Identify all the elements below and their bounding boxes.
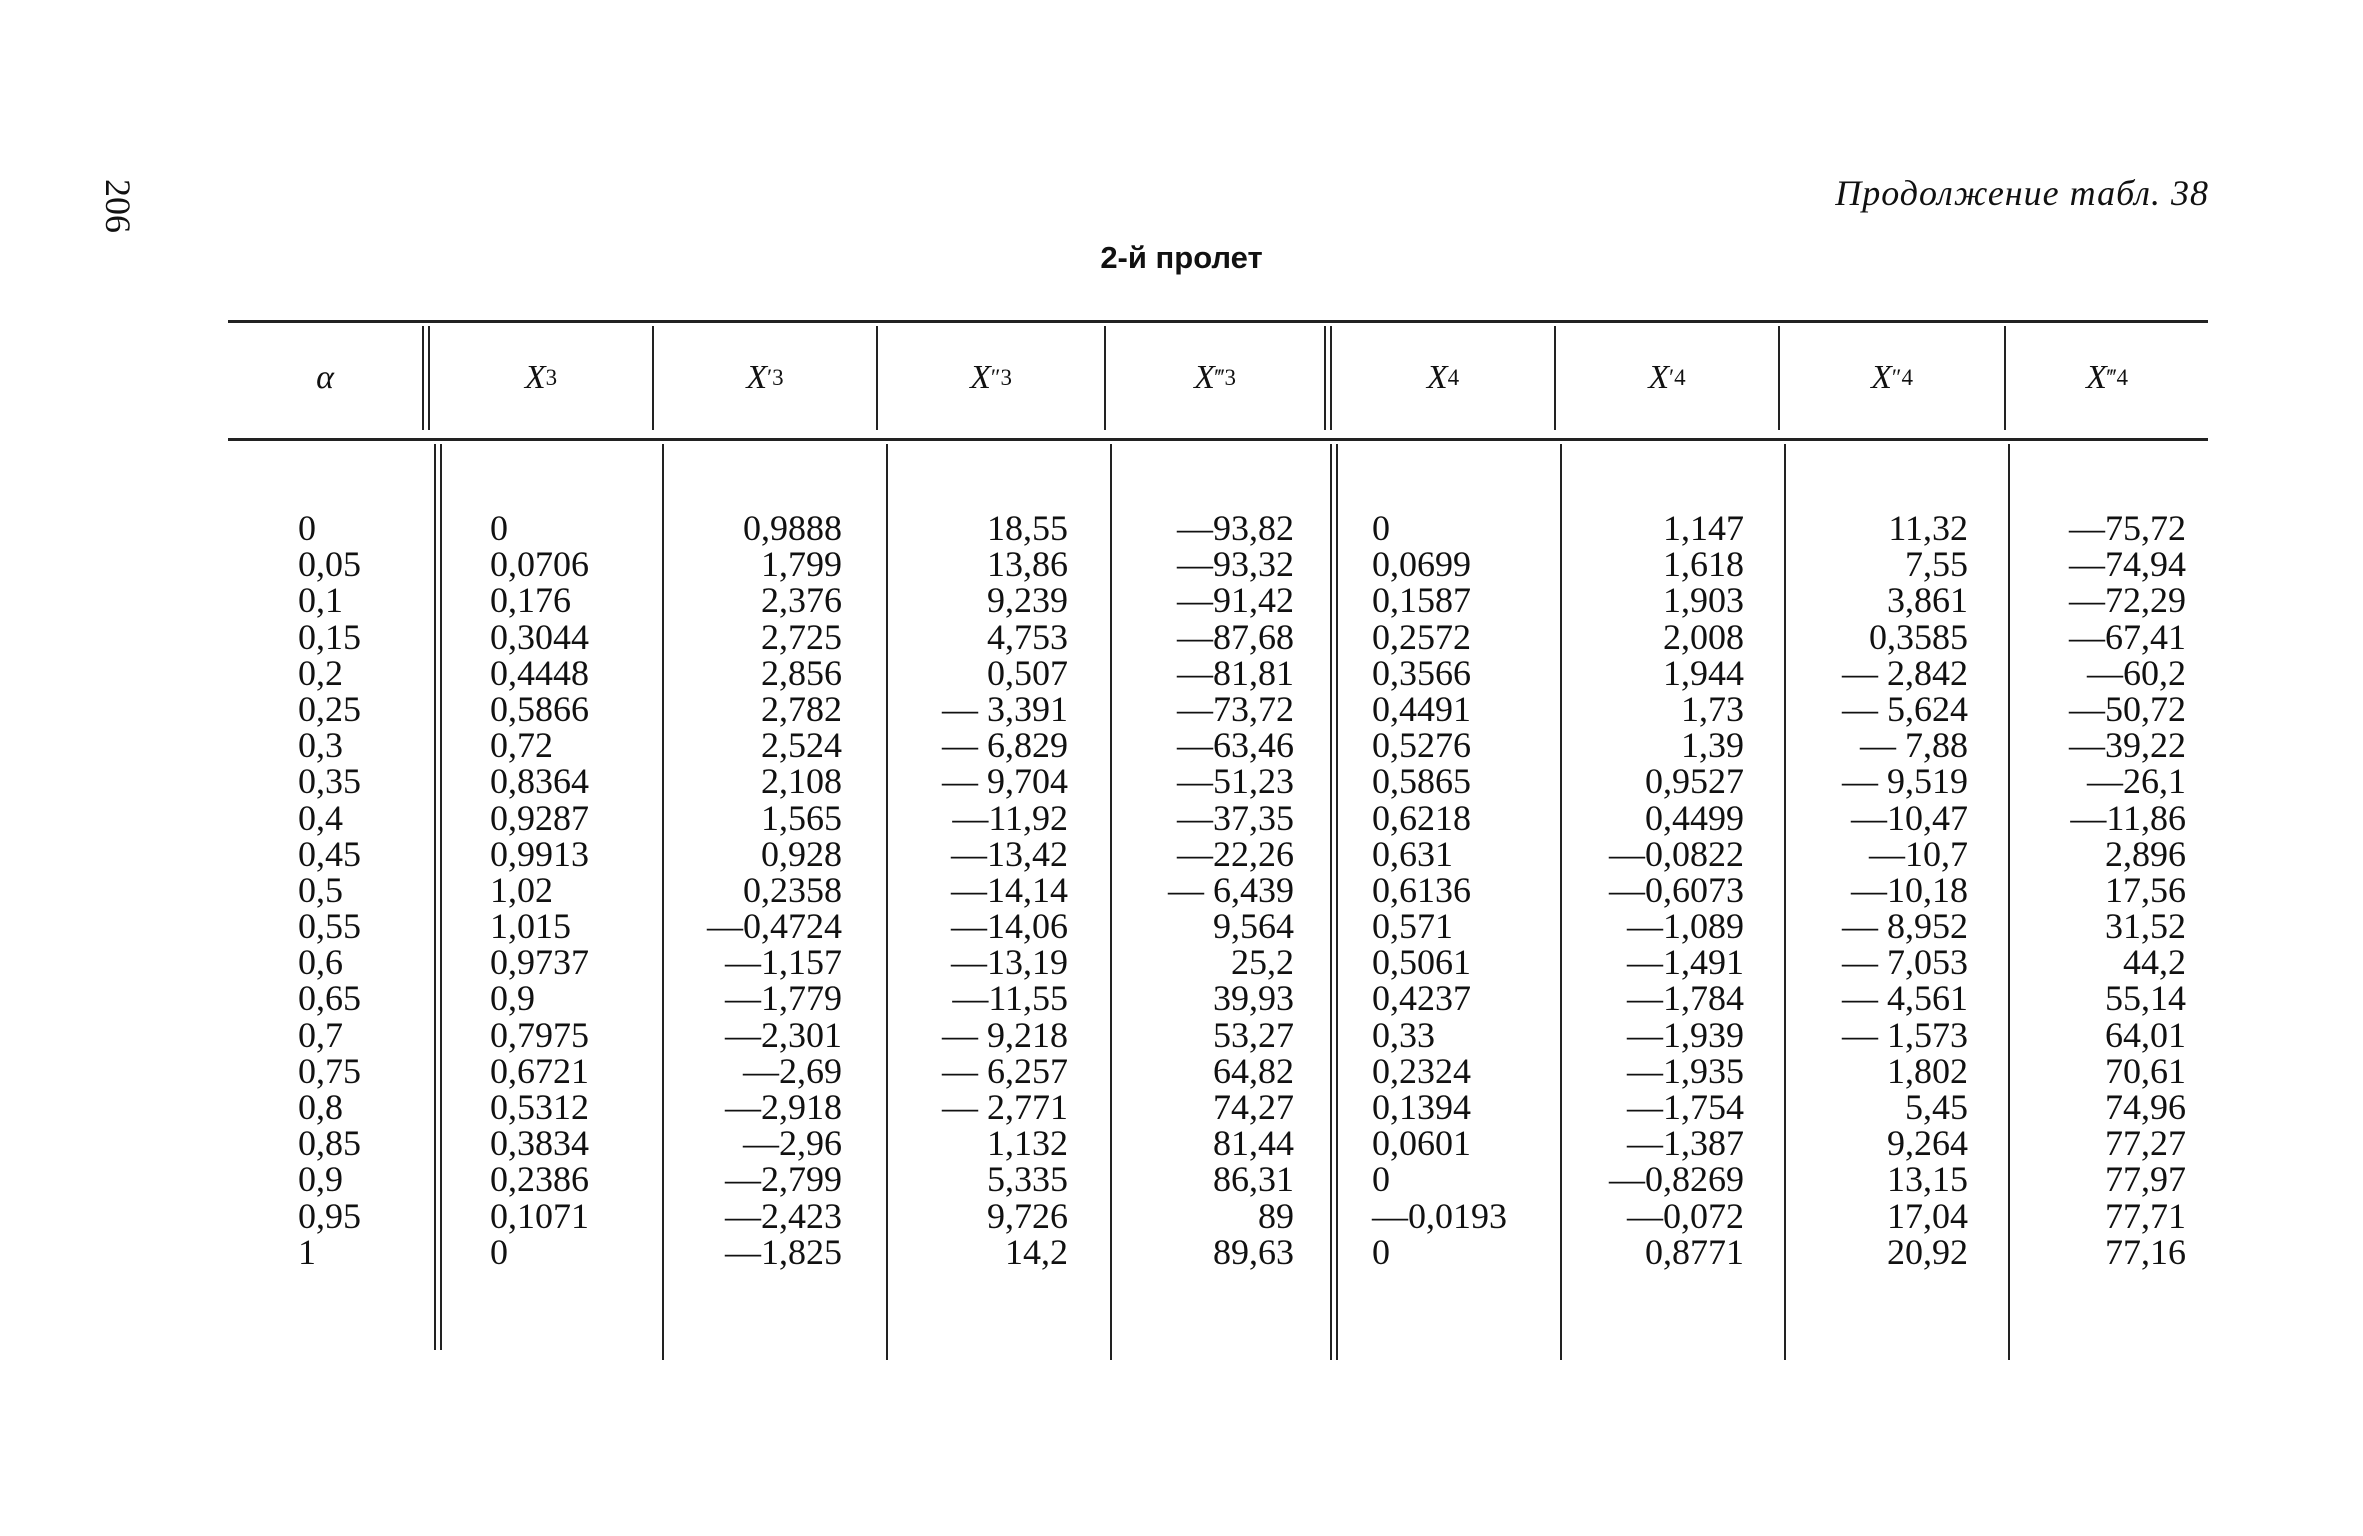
table-cell: 44,2 — [2123, 942, 2186, 983]
table-subtitle: 2-й пролет — [1100, 240, 1263, 275]
table-cell: 77,27 — [2105, 1123, 2186, 1164]
table-cell: 0,5866 — [490, 688, 589, 729]
table-cell: 2,896 — [2105, 833, 2186, 874]
table-cell: 0,3566 — [1372, 652, 1471, 693]
table-cell: —63,46 — [1177, 725, 1294, 766]
table-cell: —11,55 — [952, 978, 1068, 1019]
table-cell: 74,27 — [1213, 1087, 1294, 1127]
header-x3-prime — [654, 326, 876, 430]
table-cell: 0,9913 — [490, 833, 589, 874]
header-x3-triple-prime — [1106, 326, 1324, 430]
table-cell: — 5,624 — [1842, 688, 1968, 729]
table-cell: 4,753 — [987, 616, 1068, 657]
table-cell: 0,9 — [298, 1159, 343, 1200]
table-cell: —22,26 — [1177, 833, 1294, 874]
table-cell: 0,0601 — [1372, 1123, 1471, 1164]
table-cell: 1,73 — [1681, 688, 1744, 729]
table-cell: 0 — [298, 508, 316, 548]
table-cell: 0,72 — [490, 725, 553, 766]
table-cell: 2,782 — [761, 688, 842, 729]
table-cell: 1,39 — [1681, 725, 1744, 766]
header-x3-prime-symbol: X — [746, 359, 768, 396]
table-cell: 17,04 — [1887, 1195, 1968, 1236]
column-x4-prime — [1560, 510, 1744, 1270]
table-cell: —1,491 — [1627, 942, 1744, 983]
table-cell: 0,4491 — [1372, 688, 1471, 729]
table-cell: 0,9287 — [490, 797, 589, 838]
table-cell: —1,779 — [725, 978, 842, 1019]
table-cell: — 9,519 — [1842, 761, 1968, 802]
table-cell: 74,96 — [2105, 1087, 2186, 1127]
table-cell: 0,05 — [298, 544, 361, 585]
table-cell: 2,856 — [761, 652, 842, 693]
header-x4-double-prime — [1780, 326, 2004, 430]
header-x3-double-prime-symbol: X — [970, 359, 991, 396]
table-cell: —0,0193 — [1372, 1195, 1507, 1236]
table-cell: —26,1 — [2087, 761, 2186, 802]
table-top-rule — [228, 320, 2208, 323]
table-cell: 64,82 — [1213, 1050, 1294, 1091]
table-cell: 0,2358 — [743, 869, 842, 910]
table-cell: — 6,829 — [942, 725, 1068, 766]
header-x3 — [430, 326, 652, 430]
table-cell: 0,3834 — [490, 1123, 589, 1164]
table-cell: 77,97 — [2105, 1159, 2186, 1200]
table-cell: 17,56 — [2105, 869, 2186, 910]
table-cell: —74,94 — [2069, 544, 2186, 585]
table-cell: —67,41 — [2069, 616, 2186, 657]
table-cell: 0,45 — [298, 833, 361, 874]
table-cell: 9,264 — [1887, 1123, 1968, 1164]
table-cell: 64,01 — [2105, 1014, 2186, 1055]
header-alpha-label: α — [316, 359, 334, 396]
table-cell: 0,7 — [298, 1014, 343, 1055]
table-cell: — 6,439 — [1168, 869, 1294, 910]
table-cell: — 6,257 — [942, 1050, 1068, 1091]
table-cell: 70,61 — [2105, 1050, 2186, 1091]
table-cell: — 8,952 — [1842, 906, 1968, 947]
table-cell: 1,147 — [1663, 508, 1744, 548]
table-cell: — 9,218 — [942, 1014, 1068, 1055]
header-x4-index: 4 — [1447, 365, 1460, 390]
table-cell: 0,55 — [298, 906, 361, 947]
page-number: 206 — [98, 179, 138, 233]
table-cell: 0,7975 — [490, 1014, 589, 1055]
table-cell: — 4,561 — [1842, 978, 1968, 1019]
table-cell: 0,2324 — [1372, 1050, 1471, 1091]
table-cell: 1,132 — [987, 1123, 1068, 1164]
table-cell: 0,65 — [298, 978, 361, 1019]
table-cell: 1,618 — [1663, 544, 1744, 585]
header-x3-index: 3 — [545, 365, 558, 390]
table-cell: —60,2 — [2087, 652, 2186, 693]
table-cell: —2,301 — [725, 1014, 842, 1055]
table-cell: 0,176 — [490, 580, 571, 621]
column-x3-prime — [666, 510, 842, 1270]
table-cell: — 2,842 — [1842, 652, 1968, 693]
table-cell: 2,725 — [761, 616, 842, 657]
table-cell: 0,4237 — [1372, 978, 1471, 1019]
header-x4-prime-symbol: X — [1648, 359, 1670, 396]
table-cell: —72,29 — [2069, 580, 2186, 621]
table-cell: 0,35 — [298, 761, 361, 802]
table-cell: —0,4724 — [707, 906, 842, 947]
table-cell: — 7,88 — [1860, 725, 1968, 766]
table-cell: 9,726 — [987, 1195, 1068, 1236]
column-x4-triple-prime — [2010, 510, 2186, 1270]
table-cell: 0,15 — [298, 616, 361, 657]
header-x4-triple-prime-index: 4 — [2116, 365, 2128, 390]
table-cell: 7,55 — [1905, 544, 1968, 585]
table-cell: 0,2 — [298, 652, 343, 693]
table-cell: 0,8771 — [1645, 1231, 1744, 1272]
table-cell: 3,861 — [1887, 580, 1968, 621]
table-cell: 0,1394 — [1372, 1087, 1471, 1127]
header-x3-prime-index: 3 — [772, 365, 784, 390]
table-cell: —37,35 — [1177, 797, 1294, 838]
table-cell: —75,72 — [2069, 508, 2186, 548]
table-cell: 1,903 — [1663, 580, 1744, 621]
table-cell: —1,157 — [725, 942, 842, 983]
table-cell: 2,376 — [761, 580, 842, 621]
table-cell: 1,015 — [490, 906, 571, 947]
table-cell: 0,0706 — [490, 544, 589, 585]
table-cell: 0,1587 — [1372, 580, 1471, 621]
table-cell: 0,75 — [298, 1050, 361, 1091]
table-cell: 81,44 — [1213, 1123, 1294, 1164]
table-cell: 0,9888 — [743, 508, 842, 548]
table-cell: —11,92 — [952, 797, 1068, 838]
table-cell: 0,4448 — [490, 652, 589, 693]
table-cell: 11,32 — [1888, 508, 1968, 548]
header-x4-prime-index: 4 — [1674, 365, 1686, 390]
column-x4 — [1372, 510, 1532, 1270]
table-cell: 18,55 — [987, 508, 1068, 548]
table-cell: —13,19 — [951, 942, 1068, 983]
header-x4 — [1332, 326, 1554, 430]
header-x4-triple-prime-mark: ‴ — [2106, 365, 2117, 390]
table-cell: —0,8269 — [1609, 1159, 1744, 1200]
table-cell: 0,85 — [298, 1123, 361, 1164]
table-cell: —13,42 — [951, 833, 1068, 874]
table-cell: 0,6721 — [490, 1050, 589, 1091]
table-cell: 0,5276 — [1372, 725, 1471, 766]
table-cell: 13,86 — [987, 544, 1068, 585]
table-cell: 14,2 — [1005, 1231, 1068, 1272]
column-x3-double-prime — [900, 510, 1068, 1270]
table-cell: 0,571 — [1372, 906, 1453, 947]
header-x4-symbol: X — [1426, 359, 1448, 396]
table-cell: 77,71 — [2105, 1195, 2186, 1236]
column-x4-double-prime — [1800, 510, 1968, 1270]
table-cell: —2,423 — [725, 1195, 842, 1236]
table-cell: — 3,391 — [942, 688, 1068, 729]
header-alpha — [228, 326, 422, 430]
header-x3-double-prime-mark: ″ — [990, 365, 1001, 390]
header-x4-double-prime-symbol: X — [1871, 359, 1892, 396]
header-x3-double-prime-index: 3 — [1000, 365, 1012, 390]
table-cell: — 9,704 — [942, 761, 1068, 802]
table-cell: 1,802 — [1887, 1050, 1968, 1091]
table-cell: —14,14 — [951, 869, 1068, 910]
table-cell: 1,565 — [761, 797, 842, 838]
table-cell: 53,27 — [1213, 1014, 1294, 1055]
table-cell: —14,06 — [951, 906, 1068, 947]
table-cell: 0 — [1372, 1159, 1390, 1200]
header-x4-triple-prime — [2006, 326, 2208, 430]
table-cell: 0,507 — [987, 652, 1068, 693]
table-cell: 2,524 — [761, 725, 842, 766]
table-cell: 89 — [1258, 1195, 1294, 1236]
header-x3-double-prime — [878, 326, 1104, 430]
table-cell: —11,86 — [2070, 797, 2186, 838]
table-cell: —10,47 — [1851, 797, 1968, 838]
header-bottom-rule — [228, 438, 2208, 441]
table-cell: 9,564 — [1213, 906, 1294, 947]
table-cell: —0,0822 — [1609, 833, 1744, 874]
table-cell: 0,8 — [298, 1087, 343, 1127]
table-cell: 77,16 — [2105, 1231, 2186, 1272]
table-cell: —1,939 — [1627, 1014, 1744, 1055]
table-cell: —10,18 — [1851, 869, 1968, 910]
table-cell: 0,6 — [298, 942, 343, 983]
table-cell: 0,1 — [298, 580, 343, 621]
column-alpha — [298, 510, 418, 1270]
table-cell: 9,239 — [987, 580, 1068, 621]
table-cell: —1,825 — [725, 1231, 842, 1272]
header-x3-triple-prime-mark: ‴ — [1214, 365, 1225, 390]
table-cell: 0 — [490, 508, 508, 548]
table-cell: 86,31 — [1213, 1159, 1294, 1200]
column-x3-triple-prime — [1110, 510, 1294, 1270]
table-cell: —10,7 — [1869, 833, 1968, 874]
table-cell: — 2,771 — [942, 1087, 1068, 1127]
table-cell: 0,1071 — [490, 1195, 589, 1236]
table-continuation-caption: Продолжение табл. 38 — [1835, 173, 2209, 213]
table-cell: — 7,053 — [1842, 942, 1968, 983]
table-cell: 0,9737 — [490, 942, 589, 983]
table-cell: —0,072 — [1627, 1195, 1744, 1236]
table-cell: —1,784 — [1627, 978, 1744, 1019]
table-cell: 1 — [298, 1231, 316, 1272]
table-cell: 0,5865 — [1372, 761, 1471, 802]
table-cell: 0,2572 — [1372, 616, 1471, 657]
header-x4-triple-prime-symbol: X — [2086, 359, 2107, 396]
table-cell: —2,96 — [743, 1123, 842, 1164]
table-cell: 0,928 — [761, 833, 842, 874]
table-cell: 1,02 — [490, 869, 553, 910]
table-cell: —91,42 — [1177, 580, 1294, 621]
table-cell: 55,14 — [2105, 978, 2186, 1019]
table-cell: 25,2 — [1231, 942, 1294, 983]
table-cell: 89,63 — [1213, 1231, 1294, 1272]
table-cell: —1,387 — [1627, 1123, 1744, 1164]
table-cell: 31,52 — [2105, 906, 2186, 947]
table-cell: 0,9 — [490, 978, 535, 1019]
table-cell: 0 — [1372, 1231, 1390, 1272]
table-cell: 1,944 — [1663, 652, 1744, 693]
header-x3-prime-mark: ′ — [767, 365, 773, 390]
table-cell: 39,93 — [1213, 978, 1294, 1019]
header-x4-double-prime-index: 4 — [1901, 365, 1913, 390]
table-cell: 0,33 — [1372, 1014, 1435, 1055]
table-cell: 0,3 — [298, 725, 343, 766]
table-cell: 0,5312 — [490, 1087, 589, 1127]
table-cell: —50,72 — [2069, 688, 2186, 729]
table-cell: —93,82 — [1177, 508, 1294, 548]
table-cell: 0,9527 — [1645, 761, 1744, 802]
header-x4-prime-mark: ′ — [1669, 365, 1675, 390]
table-cell: —73,72 — [1177, 688, 1294, 729]
table-cell: 0,6136 — [1372, 869, 1471, 910]
table-cell: 2,108 — [761, 761, 842, 802]
table-cell: —51,23 — [1177, 761, 1294, 802]
table-cell: 0,3044 — [490, 616, 589, 657]
table-cell: 5,335 — [987, 1159, 1068, 1200]
table-cell: —39,22 — [2069, 725, 2186, 766]
table-cell: —93,32 — [1177, 544, 1294, 585]
header-x4-prime — [1556, 326, 1778, 430]
header-x4-double-prime-mark: ″ — [1891, 365, 1902, 390]
table-cell: 0,4499 — [1645, 797, 1744, 838]
table-cell: —81,81 — [1177, 652, 1294, 693]
table-cell: 0,5061 — [1372, 942, 1471, 983]
table-cell: 13,15 — [1887, 1159, 1968, 1200]
table-cell: 0,6218 — [1372, 797, 1471, 838]
table-cell: 0 — [1372, 508, 1390, 548]
table-cell: —1,754 — [1627, 1087, 1744, 1127]
table-cell: 0,5 — [298, 869, 343, 910]
table-cell: 0,95 — [298, 1195, 361, 1236]
table-cell: 0,25 — [298, 688, 361, 729]
table-cell: 0,631 — [1372, 833, 1453, 874]
header-x3-symbol: X — [524, 359, 546, 396]
table-cell: —87,68 — [1177, 616, 1294, 657]
table-cell: 0 — [490, 1231, 508, 1272]
table-cell: 20,92 — [1887, 1231, 1968, 1272]
table-cell: —2,69 — [743, 1050, 842, 1091]
table-cell: —0,6073 — [1609, 869, 1744, 910]
table-cell: 0,0699 — [1372, 544, 1471, 585]
header-x3-triple-prime-index: 3 — [1224, 365, 1236, 390]
column-x3 — [490, 510, 650, 1270]
table-cell: 5,45 — [1905, 1087, 1968, 1127]
table-cell: 1,799 — [761, 544, 842, 585]
table-cell: 2,008 — [1663, 616, 1744, 657]
table-cell: 0,2386 — [490, 1159, 589, 1200]
header-x3-triple-prime-symbol: X — [1194, 359, 1215, 396]
table-cell: —2,918 — [725, 1087, 842, 1127]
table-cell: 0,8364 — [490, 761, 589, 802]
table-cell: —1,089 — [1627, 906, 1744, 947]
table-cell: —1,935 — [1627, 1050, 1744, 1091]
table-cell: 0,3585 — [1869, 616, 1968, 657]
table-cell: — 1,573 — [1842, 1014, 1968, 1055]
table-cell: 0,4 — [298, 797, 343, 838]
table-cell: —2,799 — [725, 1159, 842, 1200]
